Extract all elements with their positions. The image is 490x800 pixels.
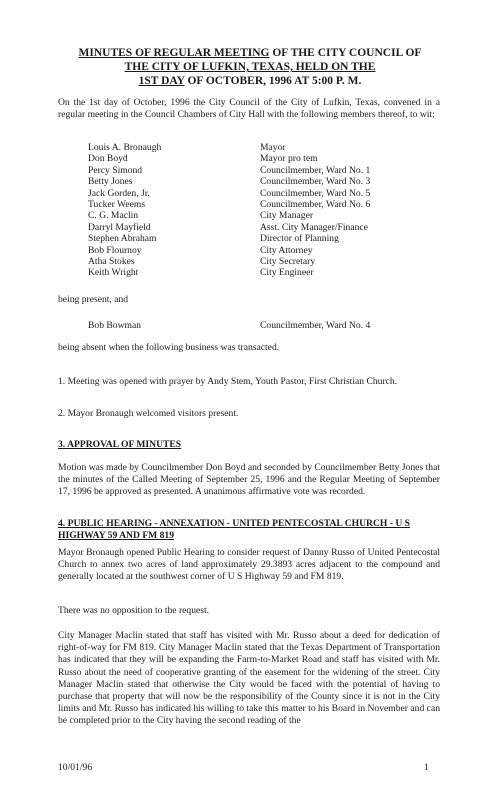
member-name: Darryl Mayfield (88, 221, 151, 233)
member-name: Bob Bowman (88, 320, 142, 331)
title-line-1-rest: OF THE CITY COUNCIL OF (269, 47, 422, 59)
member-title: Councilmember, Ward No. 6 (260, 198, 371, 210)
members-absent-list (88, 320, 448, 331)
member-title: Councilmember, Ward No. 4 (260, 320, 371, 331)
item-4-paragraph-2: There was no opposition to the request. (58, 605, 210, 616)
member-name: Atha Stokes (88, 255, 135, 267)
member-name: Percy Simond (88, 164, 143, 176)
member-row (88, 267, 448, 278)
footer-page-number: 1 (424, 762, 429, 773)
member-row (88, 153, 448, 164)
member-name: Keith Wright (88, 267, 139, 279)
item-1-invocation: 1. Meeting was opened with prayer by Andy Stem, Youth Pastor, First Christian Church. (58, 376, 398, 387)
item-4-heading: 4. PUBLIC HEARING - ANNEXATION - UNITED PENTECOSTAL CHURCH - U S HIGHWAY 59 AND FM 819 (58, 518, 410, 541)
member-title: Director of Planning (260, 233, 339, 245)
item-2-welcome: 2. Mayor Bronaugh welcomed visitors present. (58, 408, 239, 419)
member-row (88, 188, 448, 199)
title-line-1 (40, 46, 460, 60)
title-line-1-underlined: MINUTES OF REGULAR MEETING (78, 47, 270, 59)
footer-date: 10/01/96 (58, 762, 93, 773)
member-row (88, 199, 448, 210)
member-row (88, 233, 448, 244)
member-name: Stephen Abraham (88, 233, 157, 245)
title-line-3 (40, 74, 460, 88)
member-row (88, 176, 448, 187)
member-title: Asst. City Manager/Finance (260, 221, 368, 233)
member-title: Mayor (260, 142, 286, 153)
title-line-3-rest: OF OCTOBER, 1996 AT 5:00 P. M. (184, 75, 362, 87)
present-statement: being present, and (58, 294, 129, 305)
member-title: City Attorney (260, 244, 313, 256)
member-name: C. G. Maclin (88, 210, 139, 222)
member-title: Councilmember, Ward No. 1 (260, 164, 371, 176)
member-row (88, 142, 448, 153)
title-line-3-underlined: 1ST DAY (138, 75, 185, 87)
item-4-paragraph-1: Mayor Bronaugh opened Public Hearing to consider request of Danny Russo of United Pentecostal Church to annex two acres of land approximately 29.3893 acres adjacent to the compound and generally located at the southwest corner of U S Highway 59 and FM 819. (58, 547, 440, 583)
title-line-2: THE CITY OF LUFKIN, TEXAS, HELD ON THE (124, 61, 376, 73)
member-row (88, 320, 448, 331)
member-row (88, 245, 448, 256)
member-title: Councilmember, Ward No. 3 (260, 176, 371, 188)
item-3-heading: 3. APPROVAL OF MINUTES (58, 439, 182, 450)
member-name: Louis A. Bronaugh (88, 142, 162, 153)
member-row (88, 165, 448, 176)
member-row (88, 256, 448, 267)
intro-paragraph: On the 1st day of October, 1996 the City Council of the City of Lufkin, Texas, convened in a regular meeting in the Council Chambers of City Hall with the following members thereof, to wit: (58, 97, 440, 121)
members-present-list (88, 142, 448, 279)
member-title: City Manager (260, 210, 314, 222)
member-title: Mayor pro tem (260, 153, 318, 165)
member-name: Betty Jones (88, 176, 133, 188)
member-title: City Engineer (260, 267, 314, 279)
member-title: Councilmember, Ward No. 5 (260, 187, 371, 199)
item-3-paragraph: Motion was made by Councilmember Don Boyd and seconded by Councilmember Betty Jones that the minutes of the Called Meeting of September 25, 1996 and the Regular Meeting of September 17, 1996 be approved as presented. A unanimous affirmative vote was recorded. (58, 462, 440, 498)
member-row (88, 222, 448, 233)
item-4-paragraph-3: City Manager Maclin stated that staff has visited with Mr. Russo about a deed for dedication of right-of-way for FM 819. City Manager Maclin stated that the Texas Department of Transportation has indicated that they will be expanding the Farm-to-Market Road and staff has visited with Mr. Russo about the need of cooperative granting of the easement for the widening of the street. City Manager Maclin stated that otherwise the City would be faced with the potential of having to purchase that property that will now be the responsibility of the County since it is not in the City limits and Mr. Russo has indicated his willing to take this matter to his Board in November and can be completed prior to the City having the second reading of the (58, 630, 440, 727)
member-name: Tucker Weems (88, 198, 146, 210)
member-title: City Secretary (260, 255, 316, 267)
absent-statement: being absent when the following business was transacted. (58, 342, 280, 353)
member-name: Don Boyd (88, 153, 128, 165)
member-name: Bob Flournoy (88, 244, 142, 256)
member-row (88, 210, 448, 221)
member-name: Jack Gorden, Jr. (88, 187, 150, 199)
minutes-title (40, 46, 460, 88)
